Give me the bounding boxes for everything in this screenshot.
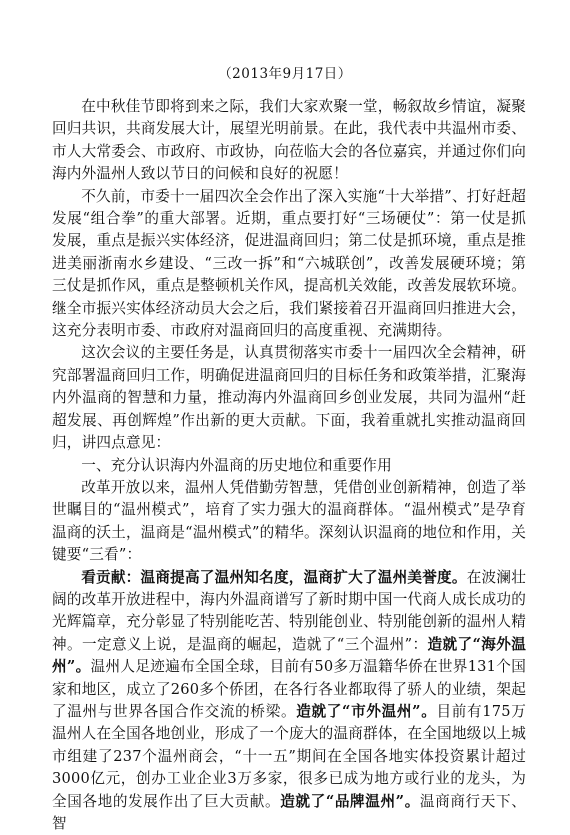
paragraph <box>52 567 526 835</box>
text-run: 温州人足迹遍布全国全球，目前有50多万温籍华侨在世界131个国家和地区，成立了260多个侨团，在各行各业都取得了骄人的业绩，架起了温州与世界各国合作交流的桥梁。 <box>52 658 526 720</box>
bold-text: 造就了“市外温州”。 <box>296 702 437 720</box>
text-run: 目前有175万温州人在全国各地创业，形成了一个庞大的温商群体，在全国地级以上城市组建了237个温州商会，“十一五”期间在全国各地实体投资累计超过3000亿元，创办工业企业3万多家，很多已成为地方或行业的龙头，为全国各地的发展作出了巨大贡献。 <box>52 702 526 810</box>
paragraph <box>52 96 526 186</box>
text-run: 在波澜壮阔的改革开放进程中，海内外温商谱写了新时期中国一代商人成长成功的光辉篇章，充分彰显了特别能吃苦、特别能创业、特别能创新的温州人精神。一定意义上说，是温商的崛起，造就了“三个温州”： <box>52 568 526 653</box>
paragraph <box>52 186 526 343</box>
text-run: 在中秋佳节即将到来之际，我们大家欢聚一堂，畅叙故乡情谊，凝聚回归共识，共商发展大计，展望光明前景。在此，我代表中共温州市委、市人大常委会、市政府、市政协，向莅临大会的各位嘉宾，并通过你们向海内外温州人致以节日的问候和良好的祝愿！ <box>52 98 526 183</box>
bold-text: 造就了“品牌温州”。 <box>280 792 420 810</box>
text-run: 这次会议的主要任务是，认真贯彻落实市委十一届四次全会精神，研究部署温商回归工作，明确促进温商回归的目标任务和政策举措，汇聚海内外温商的智慧和力量，推动海内外温商回乡创业发展，共同为温州“赶超发展、再创辉煌”作出新的更大贡献。下面，我着重就扎实推动温商回归，讲四点意见： <box>52 344 526 452</box>
paragraph <box>52 342 526 454</box>
text-run: 温商商行天下、智 <box>52 792 526 832</box>
paragraph <box>52 477 526 567</box>
text-run: 改革开放以来，温州人凭借勤劳智慧，凭借创业创新精神，创造了举世瞩目的“温州模式”，培育了实力强大的温商群体。“温州模式”是孕育温商的沃土，温商是“温州模式”的精华。深刻认识温商的地位和作用，关键要“三看”： <box>52 478 526 564</box>
text-run: 不久前，市委十一届四次全会作出了深入实施“十大举措”、打好赶超发展“组合拳”的重大部署。近期，重点要打好“三场硬仗”：第一仗是抓发展，重点是振兴实体经济，促进温商回归；第二仗是抓环境，重点是推进美丽浙南水乡建设、“三改一拆”和“六城联创”，改善发展硬环境；第三仗是抓作风，重点是整顿机关作风，提高机关效能，改善发展软环境。继全市振兴实体经济动员大会之后，我们紧接着召开温商回归推进大会，这充分表明市委、市政府对温商回归的高度重视、充满期待。 <box>52 187 526 340</box>
text-run: 一、充分认识海内外温商的历史地位和重要作用 <box>81 456 392 474</box>
section-heading <box>52 455 526 477</box>
bold-text: 看贡献：温商提高了温州知名度，温商扩大了温州美誉度。 <box>81 568 467 586</box>
speech-date: （2013年9月17日） <box>218 66 352 82</box>
speech-body <box>52 96 526 835</box>
bold-text: 造就了“海外温州”。 <box>52 635 527 676</box>
